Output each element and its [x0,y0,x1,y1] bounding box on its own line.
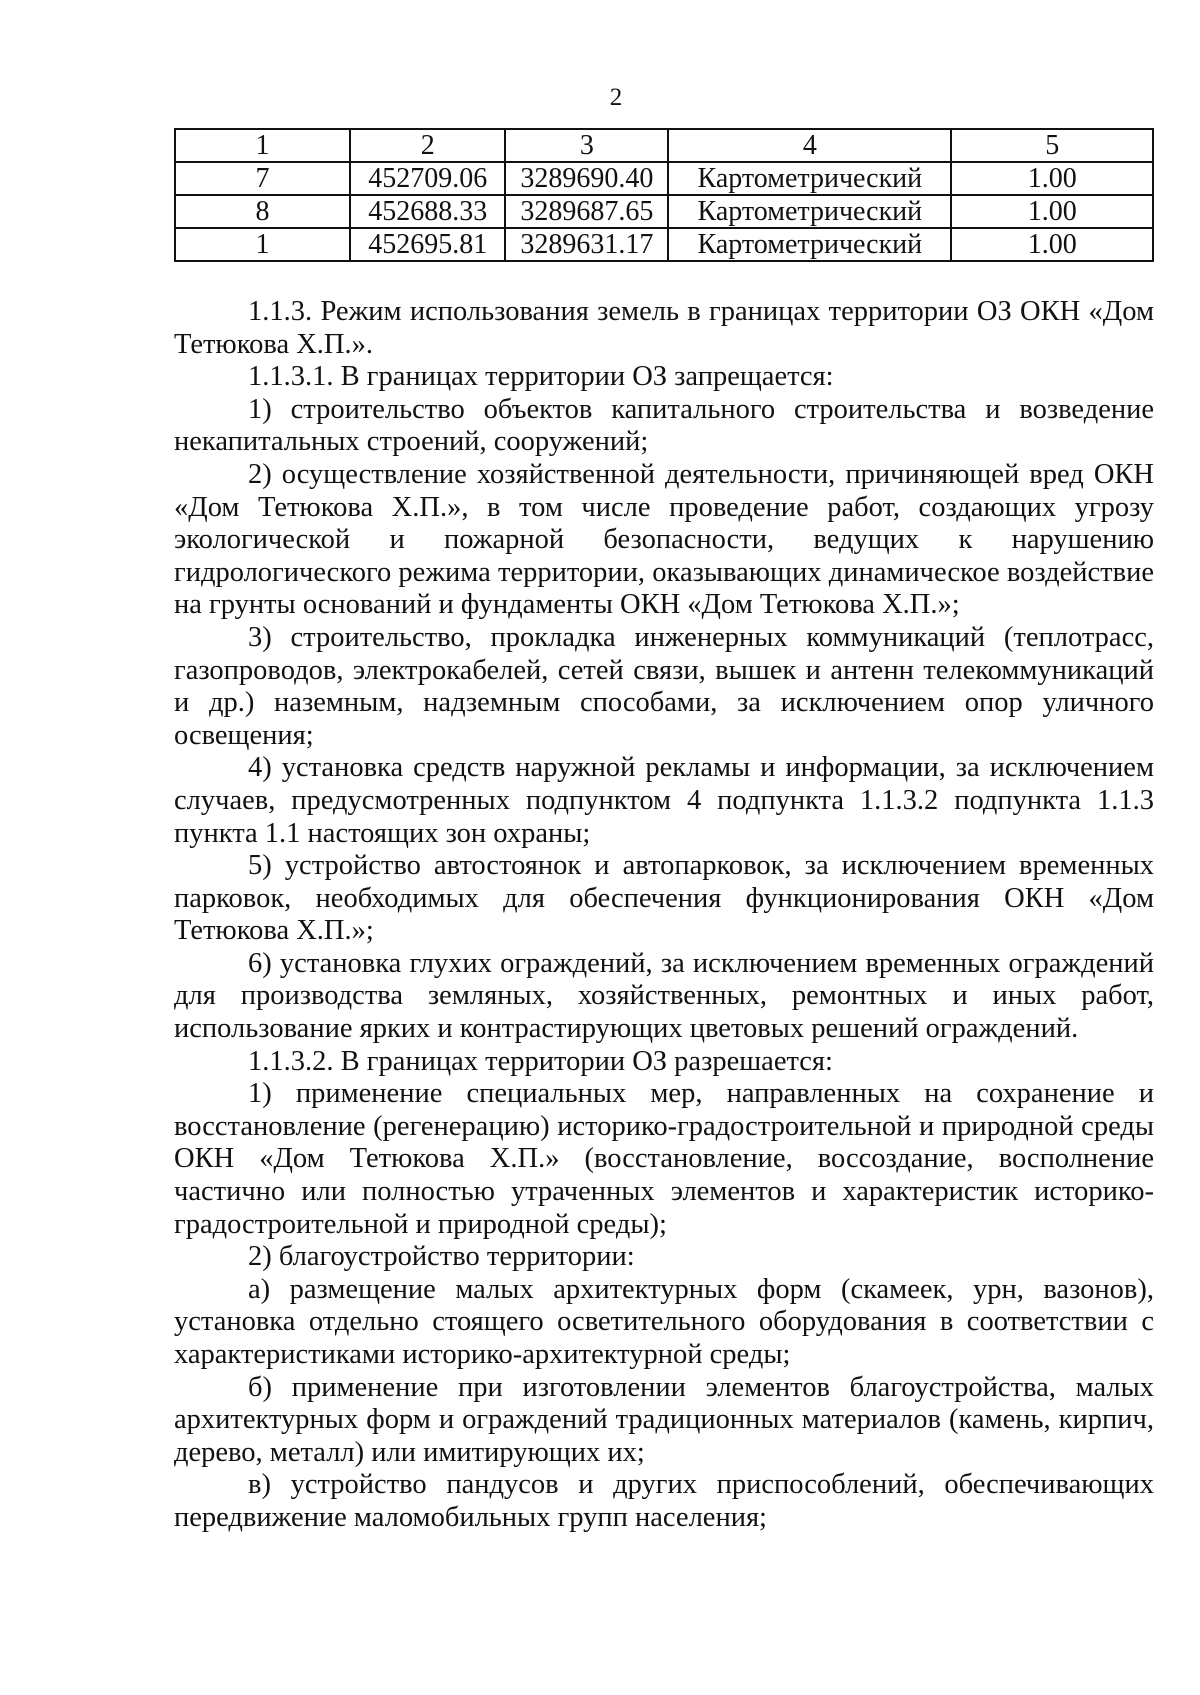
accuracy-cell: 1.00 [951,162,1153,195]
table-header-cell: 2 [350,129,505,162]
table-header-cell: 1 [175,129,350,162]
x-coordinate-cell: 452709.06 [350,162,505,195]
method-cell: Картометрический [668,162,951,195]
table-row [175,228,1153,261]
method-cell: Картометрический [668,195,951,228]
coordinates-table [174,128,1154,262]
list-item: 1) применение специальных мер, направленных на сохранение и восстановление (регенерацию) историко-градостроительной и природной среды ОКН «Дом Тетюкова Х.П.» (восстановление, воссоздание, восполнение частично или полностью утраченных элементов и характеристик историко-градостроительной и природной среды); [174,1078,1154,1240]
table-header-cell: 4 [668,129,951,162]
list-item: 5) устройство автостоянок и автопарковок, за исключением временных парковок, необходимых для обеспечения функционирования ОКН «Дом Тетюкова Х.П.»; [174,850,1154,947]
list-item: 4) установка средств наружной рекламы и информации, за исключением случаев, предусмотренных подпунктом 4 подпункта 1.1.3.2 подпункта 1.1.3 пункта 1.1 настоящих зон охраны; [174,752,1154,849]
y-coordinate-cell: 3289690.40 [505,162,668,195]
list-subitem: а) размещение малых архитектурных форм (скамеек, урн, вазонов), установка отдельно стоящего осветительного оборудования в соответствии с характеристиками историко-архитектурной среды; [174,1273,1154,1370]
list-item: 2) осуществление хозяйственной деятельности, причиняющей вред ОКН «Дом Тетюкова Х.П.», в том числе проведение работ, создающих угрозу экологической и пожарной безопасности, ведущих к нарушению гидрологического режима территории, оказывающих динамическое воздействие на грунты оснований и фундаменты ОКН «Дом Тетюкова Х.П.»; [174,458,1154,621]
table-header-cell: 3 [505,129,668,162]
section-heading-1-1-3: 1.1.3. Режим использования земель в границах территории ОЗ ОКН «Дом Тетюкова Х.П.». [174,296,1154,360]
document-body [174,296,1154,1535]
list-subitem: б) применение при изготовлении элементов благоустройства, малых архитектурных форм и ограждений традиционных материалов (камень, кирпич, дерево, металл) или имитирующих их; [174,1371,1154,1468]
table-row [175,195,1153,228]
point-number-cell: 1 [175,228,350,261]
list-item: 6) установка глухих ограждений, за исключением временных ограждений для производства земляных, хозяйственных, ремонтных и иных работ, использование ярких и контрастирующих цветовых решений ограждений. [174,947,1154,1045]
x-coordinate-cell: 452695.81 [350,228,505,261]
list-item: 3) строительство, прокладка инженерных коммуникаций (теплотрасс, газопроводов, электрокабелей, сетей связи, вышек и антенн телекоммуникаций и др.) наземным, надземным способами, за исключением опор уличного освещения; [174,621,1154,751]
accuracy-cell: 1.00 [951,195,1153,228]
y-coordinate-cell: 3289631.17 [505,228,668,261]
list-subitem: в) устройство пандусов и других приспособлений, обеспечивающих передвижение маломобильных групп населения; [174,1469,1154,1533]
y-coordinate-cell: 3289687.65 [505,195,668,228]
subsection-heading-prohibited: 1.1.3.1. В границах территории ОЗ запрещается: [248,361,834,393]
table-header-row [175,129,1153,162]
table-header-cell: 5 [951,129,1153,162]
accuracy-cell: 1.00 [951,228,1153,261]
table-row [175,162,1153,195]
point-number-cell: 7 [175,162,350,195]
x-coordinate-cell: 452688.33 [350,195,505,228]
method-cell: Картометрический [668,228,951,261]
page-number: 2 [609,84,623,111]
list-item: 2) благоустройство территории: [248,1241,635,1273]
subsection-heading-permitted: 1.1.3.2. В границах территории ОЗ разрешается: [248,1045,833,1077]
list-item: 1) строительство объектов капитального строительства и возведение некапитальных строений, сооружений; [174,393,1154,458]
point-number-cell: 8 [175,195,350,228]
